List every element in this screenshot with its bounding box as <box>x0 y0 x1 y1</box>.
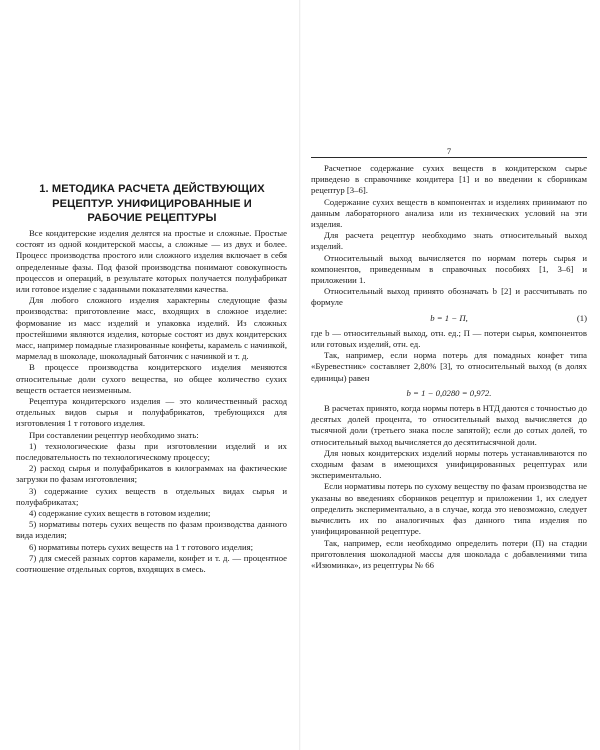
paragraph: Рецептура кондитерского изделия — это количественный расход отдельных видов сырья и полуфабрикатов, требующихся для изготовления 1 т готового изделия. <box>16 396 287 429</box>
list-item: 6) нормативы потерь сухих веществ на 1 т готового изделия; <box>29 541 254 552</box>
paragraph: Все кондитерские изделия делятся на простые и сложные. Простые состоят из одной кондитерской массы, а сложные — из двух и более. Процесс производства простого или сложного изделия включает в себя определенные фазы. Под фазой производства понимают совокупность процессов и операций, в результате которых получается полуфабрикат или готовое изделие с заданными показателями качества. <box>16 228 287 295</box>
formula-2 <box>311 388 587 399</box>
paragraph: где b — относительный выход, отн. ед.; П — потери сырья, компонентов или готовых изделий, отн. ед. <box>311 327 587 350</box>
paragraph: Если нормативы потерь по сухому веществу по фазам производства не указаны во введениях сборников рецептур и приложении 1, их следует определить экспериментально, а в случае, когда это невозможно, следует вычислить их по аналогичных фаз данного типа изделия по унифицированной рецептуре. <box>311 481 587 537</box>
paragraph: При составлении рецептур необходимо знать: <box>29 429 199 440</box>
list-item: 2) расход сырья и полуфабрикатов в килограммах на фактические загрузки по фазам изготовления; <box>16 463 287 485</box>
paragraph: Так, например, если норма потерь для помадных конфет типа «Буревестник» составляет 2,80% [3], то относительный выход (в долях единицы) равен <box>311 350 587 383</box>
list-item: 7) для смесей разных сортов карамели, конфет и т. д. — процентное соотношение отдельных сортов, входящих в смесь. <box>16 552 287 575</box>
list-item: 1) технологические фазы при изготовлении изделий и их последовательность по технологическому процессу; <box>16 440 287 463</box>
page-gutter <box>299 0 301 750</box>
paragraph: Содержание сухих веществ в компонентах и изделиях принимают по данным лабораторного анализа или из технических условий на эти изделия. <box>311 196 587 230</box>
page-number: 7 <box>446 146 452 156</box>
paragraph: В процессе производства кондитерского изделия меняются относительные доли сухого вещества, но общее количество сухих веществ остается неизменным. <box>16 362 287 395</box>
paragraph: В расчетах принято, когда нормы потерь в НТД даются с точностью до десятых долей процента, то относительный выход вычисляется до тысячной доли (третьего знака после запятой); если до сотых долей, то относительный выход вычисляется до десятитысячной доли. <box>311 403 587 447</box>
formula-number: (1) <box>576 312 587 323</box>
right-page-body <box>311 163 587 571</box>
list-item: 5) нормативы потерь сухих веществ по фазам производства данного вида изделия; <box>16 519 287 541</box>
formula-text: b = 1 − 0,0280 = 0,972. <box>406 387 492 398</box>
header-rule <box>311 157 587 158</box>
list-item: 3) содержание сухих веществ в отдельных видах сырья и полуфабрикатах; <box>16 485 287 507</box>
paragraph: Относительный выход вычисляется по нормам потерь сырья и компонентов, приведенным в справочных пособиях [1, 3–6] и приложении 1. <box>311 252 587 286</box>
formula-text: b = 1 − П, <box>430 312 468 323</box>
left-page-body <box>16 228 287 575</box>
paragraph: Для любого сложного изделия характерны следующие фазы производства: приготовление масс, входящих в сложное изделие: формование из масс изделий и упаковка изделий. Из сложных простейшими являются изделия, которые состоят из двух кондитерских масс, например помадные глазированные конфеты, карамель с начинкой, мармелад в шоколаде, шоколадный батончик с начинкой и т. д. <box>16 295 287 362</box>
paragraph: Расчетное содержание сухих веществ в кондитерском сырье приведено в справочнике кондитера [1] и во введении к сборникам рецептур [3–6]. <box>311 163 587 196</box>
paragraph: Для расчета рецептур необходимо знать относительный выход изделий. <box>311 230 587 252</box>
section-title: 1. МЕТОДИКА РАСЧЕТА ДЕЙСТВУЮЩИХ РЕЦЕПТУР. УНИФИЦИРОВАННЫЕ И РАБОЧИЕ РЕЦЕПТУРЫ <box>39 183 265 224</box>
paragraph: Так, например, если необходимо определить потери (П) на стадии приготовления шоколадной массы для шоколада с добавлениями типа «Изюминка», из рецептуры № 66 <box>311 537 587 570</box>
formula-1 <box>311 313 587 324</box>
paragraph: Для новых кондитерских изделий нормы потерь устанавливаются по сходным фазам в имеющихся унифицированных рецептурах или экспериментально. <box>311 447 587 481</box>
list-item: 4) содержание сухих веществ в готовом изделии; <box>29 508 211 519</box>
paragraph: Относительный выход принято обозначать b [2] и рассчитывать по формуле <box>311 286 587 308</box>
